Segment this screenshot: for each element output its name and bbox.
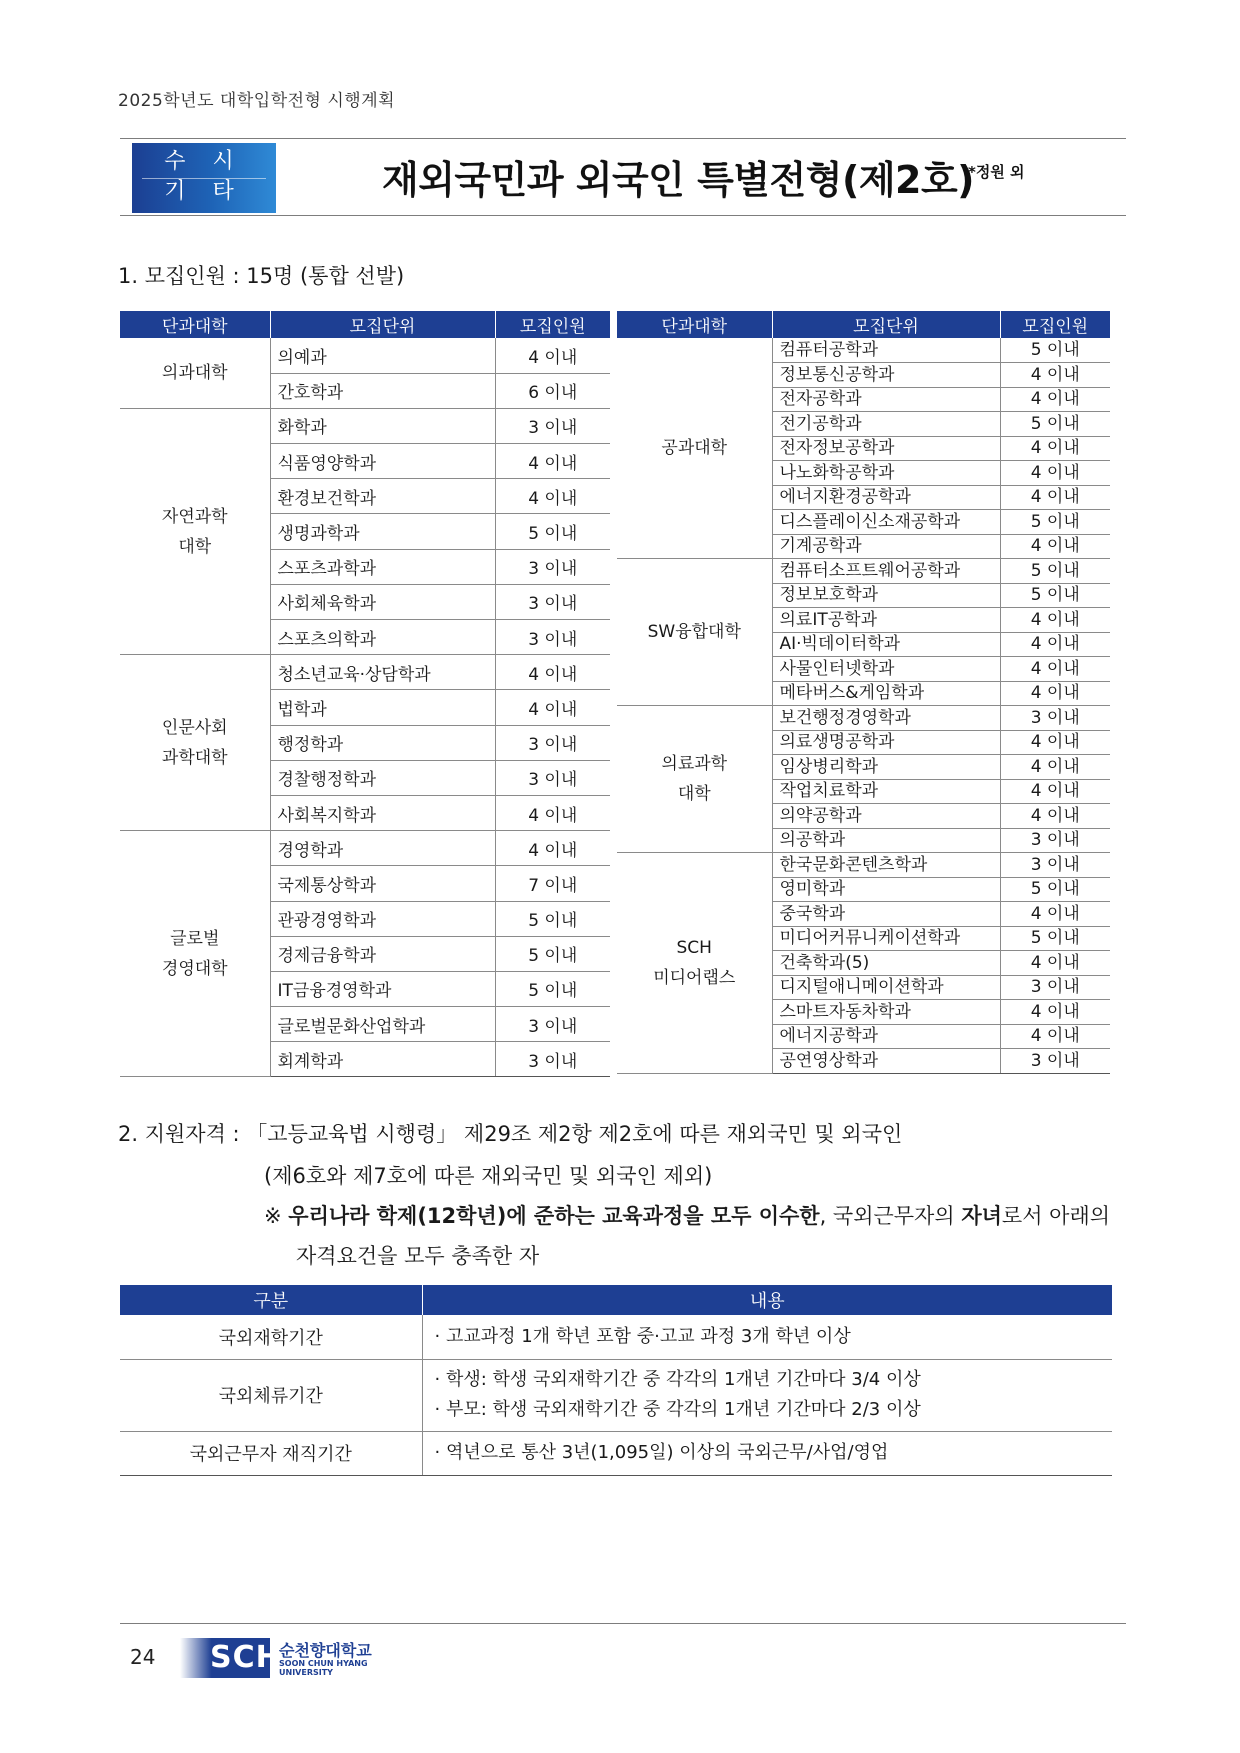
unit-cell: 사물인터넷학과 [772, 657, 1000, 682]
quota-cell: 5 이내 [1000, 338, 1110, 363]
logo-sch: SCH [210, 1640, 282, 1675]
quota-cell: 4 이내 [1000, 632, 1110, 657]
quota-cell: 3 이내 [495, 584, 610, 619]
quota-cell: 4 이내 [495, 338, 610, 373]
quota-cell: 3 이내 [1000, 706, 1110, 731]
logo-english-line1: SOON CHUN HYANG [279, 1659, 368, 1668]
unit-cell: 의예과 [270, 338, 495, 373]
unit-cell: 정보통신공학과 [772, 363, 1000, 388]
quota-cell: 4 이내 [495, 690, 610, 725]
unit-cell: 스마트자동차학과 [772, 1000, 1000, 1025]
table-row [120, 831, 610, 866]
unit-cell: 경영학과 [270, 831, 495, 866]
college-cell: 의료과학 대학 [617, 706, 772, 853]
unit-cell: 사회체육학과 [270, 584, 495, 619]
quota-cell: 4 이내 [1000, 363, 1110, 388]
eligibility-exception: (제6호와 제7호에 따른 재외국민 및 외국인 제외) [264, 1164, 713, 1188]
criteria-key: 국외체류기간 [120, 1359, 422, 1431]
unit-cell: 스포츠의학과 [270, 620, 495, 655]
table-row [120, 1315, 1112, 1359]
unit-cell: 정보보호학과 [772, 583, 1000, 608]
college-cell: SCH 미디어랩스 [617, 853, 772, 1074]
quota-cell: 3 이내 [495, 1042, 610, 1077]
unit-cell: 법학과 [270, 690, 495, 725]
college-cell: SW융합대학 [617, 559, 772, 706]
quota-cell: 4 이내 [1000, 485, 1110, 510]
quota-cell: 3 이내 [1000, 1049, 1110, 1074]
category-line1: 수 시 [164, 149, 244, 174]
table-row [617, 706, 1110, 731]
unit-cell: 청소년교육·상담학과 [270, 655, 495, 690]
quota-cell: 4 이내 [1000, 608, 1110, 633]
col-category: 구분 [120, 1285, 422, 1315]
unit-cell: 식품영양학과 [270, 444, 495, 479]
unit-cell: 건축학과(5) [772, 951, 1000, 976]
unit-cell: 회계학과 [270, 1042, 495, 1077]
quota-cell: 4 이내 [1000, 534, 1110, 559]
college-cell: 자연과학 대학 [120, 408, 270, 654]
quota-cell: 3 이내 [495, 725, 610, 760]
quota-cell: 4 이내 [1000, 951, 1110, 976]
table-row [120, 338, 610, 373]
quota-cell: 5 이내 [1000, 510, 1110, 535]
unit-cell: 사회복지학과 [270, 795, 495, 830]
quota-cell: 4 이내 [1000, 902, 1110, 927]
quota-cell: 4 이내 [1000, 387, 1110, 412]
unit-cell: 중국학과 [772, 902, 1000, 927]
quota-cell: 5 이내 [495, 901, 610, 936]
unit-cell: 영미학과 [772, 877, 1000, 902]
quota-cell: 4 이내 [1000, 657, 1110, 682]
quota-cell: 5 이내 [1000, 926, 1110, 951]
quota-cell: 4 이내 [1000, 1000, 1110, 1025]
eligibility-table [120, 1285, 1112, 1476]
quota-cell: 3 이내 [1000, 828, 1110, 853]
quota-cell: 7 이내 [495, 866, 610, 901]
unit-cell: 의공학과 [772, 828, 1000, 853]
unit-cell: 임상병리학과 [772, 755, 1000, 780]
unit-cell: 에너지환경공학과 [772, 485, 1000, 510]
col-college: 단과대학 [120, 311, 270, 338]
page-title: 재외국민과 외국인 특별전형(제2호) [382, 158, 975, 202]
note-end: 로서 아래의 [1001, 1204, 1111, 1228]
college-cell: 인문사회 과학대학 [120, 655, 270, 831]
unit-cell: 디스플레이신소재공학과 [772, 510, 1000, 535]
category-badge [132, 143, 276, 213]
unit-cell: 의약공학과 [772, 804, 1000, 829]
criteria-key: 국외근무자 재직기간 [120, 1431, 422, 1475]
section1-heading: 1. 모집인원 : 15명 (통합 선발) [118, 264, 405, 288]
quota-cell: 5 이내 [1000, 583, 1110, 608]
quota-cell: 3 이내 [495, 760, 610, 795]
col-unit: 모집단위 [270, 311, 495, 338]
quota-cell: 4 이내 [1000, 436, 1110, 461]
quota-cell: 4 이내 [495, 479, 610, 514]
criteria-line: · 부모: 학생 국외재학기간 중 각각의 1개년 기간마다 2/3 이상 [434, 1399, 921, 1420]
logo-korean-name: 순천향대학교 [279, 1641, 372, 1660]
note-mid: , 국외근무자의 [819, 1204, 955, 1228]
quota-cell: 4 이내 [1000, 804, 1110, 829]
criteria-value [422, 1431, 1112, 1475]
quota-cell: 4 이내 [1000, 730, 1110, 755]
col-unit: 모집단위 [772, 311, 1000, 338]
quota-cell: 3 이내 [495, 549, 610, 584]
page-number: 24 [130, 1645, 156, 1669]
category-divider [142, 178, 266, 179]
unit-cell: 스포츠과학과 [270, 549, 495, 584]
unit-cell: 행정학과 [270, 725, 495, 760]
criteria-line: · 학생: 학생 국외재학기간 중 각각의 1개년 기간마다 3/4 이상 [434, 1369, 921, 1390]
title-band [120, 138, 1126, 216]
quota-cell: 3 이내 [495, 620, 610, 655]
table-row [617, 853, 1110, 878]
table-row [120, 655, 610, 690]
unit-cell: 글로벌문화산업학과 [270, 1007, 495, 1042]
quota-cell: 3 이내 [495, 1007, 610, 1042]
quota-cell: 4 이내 [1000, 1024, 1110, 1049]
unit-cell: 전기공학과 [772, 412, 1000, 437]
unit-cell: IT금융경영학과 [270, 971, 495, 1006]
quota-cell: 3 이내 [1000, 975, 1110, 1000]
unit-cell: 메타버스&게임학과 [772, 681, 1000, 706]
criteria-value [422, 1359, 1112, 1431]
unit-cell: 작업치료학과 [772, 779, 1000, 804]
unit-cell: 의료생명공학과 [772, 730, 1000, 755]
unit-cell: 미디어커뮤니케이션학과 [772, 926, 1000, 951]
quota-cell: 4 이내 [495, 831, 610, 866]
unit-cell: 디지털애니메이션학과 [772, 975, 1000, 1000]
unit-cell: 경제금융학과 [270, 936, 495, 971]
quota-cell: 3 이내 [495, 408, 610, 443]
unit-cell: AI·빅데이터학과 [772, 632, 1000, 657]
quota-cell: 4 이내 [1000, 779, 1110, 804]
unit-cell: 국제통상학과 [270, 866, 495, 901]
unit-cell: 경찰행정학과 [270, 760, 495, 795]
title-note: *정원 외 [968, 163, 1025, 181]
logo-english-line2: UNIVERSITY [279, 1668, 333, 1677]
note-bold-1: 우리나라 학제(12학년)에 준하는 교육과정을 모두 이수한 [288, 1204, 820, 1228]
unit-cell: 한국문화콘텐츠학과 [772, 853, 1000, 878]
table-row [617, 559, 1110, 584]
quota-cell: 5 이내 [495, 936, 610, 971]
col-content: 내용 [422, 1285, 1112, 1315]
unit-cell: 컴퓨터소프트웨어공학과 [772, 559, 1000, 584]
quota-table-right [617, 311, 1110, 1074]
quota-cell: 4 이내 [495, 655, 610, 690]
quota-cell: 5 이내 [1000, 559, 1110, 584]
footer-rule [120, 1623, 1126, 1624]
note-bold-2: 자녀 [961, 1204, 1002, 1228]
col-quota: 모집인원 [495, 311, 610, 338]
unit-cell: 공연영상학과 [772, 1049, 1000, 1074]
running-head: 2025학년도 대학입학전형 시행계획 [118, 91, 396, 111]
quota-cell: 6 이내 [495, 373, 610, 408]
unit-cell: 화학과 [270, 408, 495, 443]
university-logo [180, 1638, 380, 1678]
section2-heading: 2. 지원자격 : 「고등교육법 시행령」 제29조 제2항 제2호에 따른 재외국민 및 외국인 [118, 1122, 903, 1146]
note-mark: ※ [264, 1204, 282, 1228]
unit-cell: 환경보건학과 [270, 479, 495, 514]
quota-cell: 4 이내 [1000, 461, 1110, 486]
table-row [120, 1431, 1112, 1475]
unit-cell: 에너지공학과 [772, 1024, 1000, 1049]
unit-cell: 관광경영학과 [270, 901, 495, 936]
college-cell: 글로벌 경영대학 [120, 831, 270, 1077]
unit-cell: 의료IT공학과 [772, 608, 1000, 633]
college-cell: 의과대학 [120, 338, 270, 408]
criteria-value [422, 1315, 1112, 1359]
col-college: 단과대학 [617, 311, 772, 338]
unit-cell: 보건행정경영학과 [772, 706, 1000, 731]
quota-cell: 4 이내 [495, 795, 610, 830]
quota-cell: 4 이내 [1000, 755, 1110, 780]
quota-cell: 5 이내 [1000, 877, 1110, 902]
unit-cell: 생명과학과 [270, 514, 495, 549]
unit-cell: 나노화학공학과 [772, 461, 1000, 486]
eligibility-note [264, 1200, 1110, 1230]
quota-cell: 4 이내 [495, 444, 610, 479]
college-cell: 공과대학 [617, 338, 772, 559]
quota-cell: 3 이내 [1000, 853, 1110, 878]
unit-cell: 기계공학과 [772, 534, 1000, 559]
col-quota: 모집인원 [1000, 311, 1110, 338]
quota-cell: 5 이내 [1000, 412, 1110, 437]
unit-cell: 간호학과 [270, 373, 495, 408]
unit-cell: 컴퓨터공학과 [772, 338, 1000, 363]
unit-cell: 전자공학과 [772, 387, 1000, 412]
quota-cell: 5 이내 [495, 971, 610, 1006]
criteria-line: · 역년으로 통산 3년(1,095일) 이상의 국외근무/사업/영업 [434, 1442, 889, 1463]
quota-cell: 4 이내 [1000, 681, 1110, 706]
table-row [617, 338, 1110, 363]
category-line2: 기 타 [164, 179, 244, 204]
table-row [120, 1359, 1112, 1431]
criteria-key: 국외재학기간 [120, 1315, 422, 1359]
eligibility-note-cont: 자격요건을 모두 충족한 자 [296, 1244, 540, 1268]
quota-table-left [120, 311, 610, 1077]
quota-cell: 5 이내 [495, 514, 610, 549]
table-row [120, 408, 610, 443]
unit-cell: 전자정보공학과 [772, 436, 1000, 461]
logo-english-name [279, 1659, 368, 1677]
criteria-line: · 고교과정 1개 학년 포함 중·고교 과정 3개 학년 이상 [434, 1325, 851, 1347]
